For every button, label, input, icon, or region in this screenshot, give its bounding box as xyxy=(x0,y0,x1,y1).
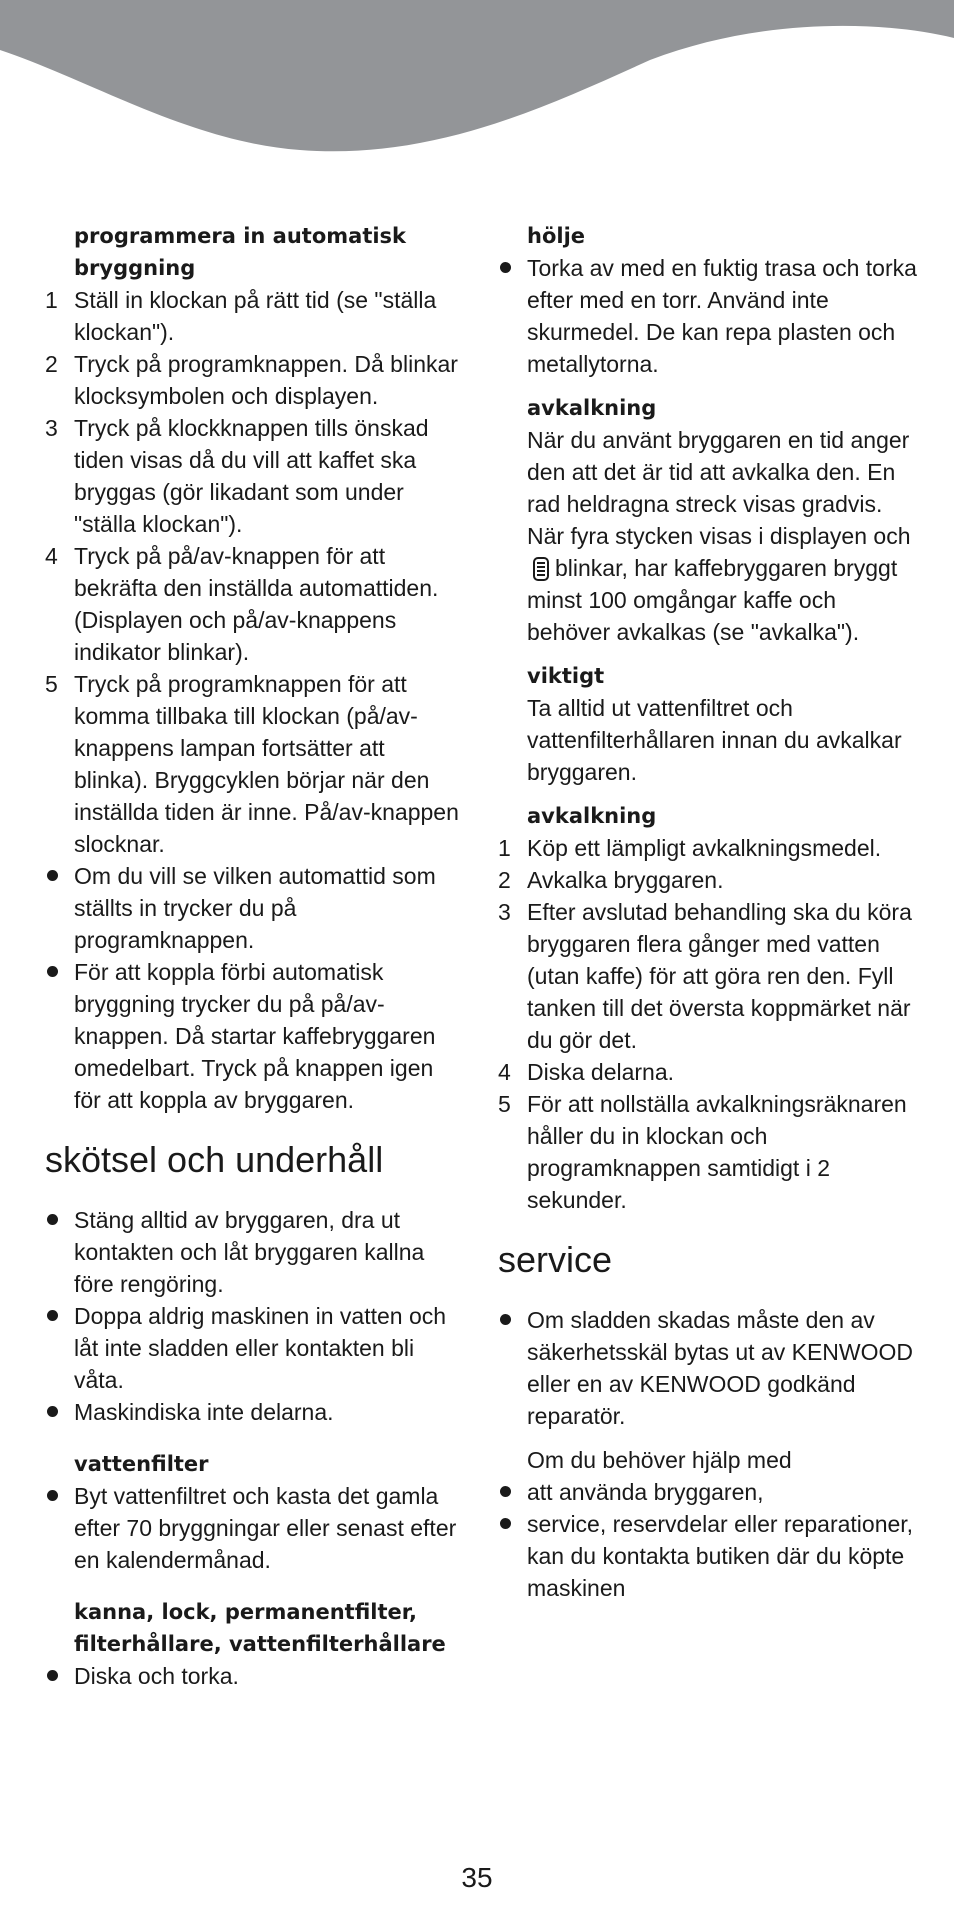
list-item: Byt vattenfiltret och kasta det gamla efter 70 bryggningar eller senast efter en kalendermånad. xyxy=(45,1480,465,1576)
housing-title: hölje xyxy=(527,224,586,248)
list-item: 1 Köp ett lämpligt avkalkningsmedel. xyxy=(498,835,882,861)
list-item: Maskindiska inte delarna. xyxy=(45,1396,465,1428)
bullet-icon xyxy=(47,1310,58,1321)
filter-bullets xyxy=(45,1480,465,1576)
list-item: 1 Ställ in klockan på rätt tid (se "ställa klockan"). xyxy=(45,287,437,345)
programming-steps xyxy=(45,284,465,860)
filter-title: vattenfilter xyxy=(74,1452,209,1476)
bullet-icon xyxy=(500,1314,511,1325)
list-item: service, reservdelar eller reparationer, kan du kontakta butiken där du köpte maskinen xyxy=(498,1508,918,1604)
help-bullets xyxy=(498,1476,918,1604)
list-item: Om du vill se vilken automattid som ställts in trycker du på programknappen. xyxy=(45,860,465,956)
bullet-icon xyxy=(47,1406,58,1417)
page-number: 35 xyxy=(461,1862,493,1893)
list-item: 4 Tryck på på/av-knappen för att bekräfta den inställda automattiden. (Displayen och på/av-knappens indikator blinkar). xyxy=(45,543,439,665)
important-title: viktigt xyxy=(527,664,605,688)
left-column xyxy=(45,220,465,1692)
descale-steps xyxy=(498,832,918,1216)
list-item: Torka av med en fuktig trasa och torka efter med en torr. Använd inte skurmedel. De kan repa plasten och metallytorna. xyxy=(498,252,918,380)
list-item: 5 Tryck på programknappen för att komma tillbaka till klockan (på/av-knappens lampan fortsätter att blinka). Bryggcyklen börjar när den inställda tiden är inne. På/av-knappen slocknar. xyxy=(45,671,459,857)
list-item: 4 Diska delarna. xyxy=(498,1059,675,1085)
service-bullets xyxy=(498,1304,918,1432)
programming-bullets xyxy=(45,860,465,1116)
descale-text: När du använt bryggaren en tid anger den att det är tid att avkalka den. En rad heldragna streck visas gradvis. När fyra stycken visas i displayen och blinkar, har kaffebryggaren bryggt minst 100 omgångar kaffe och behöver avkalkas (se "avkalka"). xyxy=(527,427,911,645)
list-item: Doppa aldrig maskinen in vatten och låt inte sladden eller kontakten bli våta. xyxy=(45,1300,465,1396)
bullet-icon xyxy=(47,1214,58,1225)
right-column xyxy=(498,220,918,1604)
descale2-title: avkalkning xyxy=(527,804,657,828)
programming-title: programmera in automatisk bryggning xyxy=(74,224,407,280)
parts-title: kanna, lock, permanentfilter, filterhållare, vattenfilterhållare xyxy=(74,1600,446,1656)
list-item: 3 Tryck på klockknappen tills önskad tiden visas då du vill att kaffet ska bryggas (gör likadant som under "ställa klockan"). xyxy=(45,415,429,537)
care-heading: skötsel och underhåll xyxy=(45,1139,384,1180)
header-wave xyxy=(0,0,954,160)
bullet-icon xyxy=(500,1486,511,1497)
care-bullets xyxy=(45,1204,465,1428)
list-item: 5 För att nollställa avkalkningsräknaren håller du in klockan och programknappen samtidigt i 2 sekunder. xyxy=(498,1091,907,1213)
bullet-icon xyxy=(500,1518,511,1529)
service-heading: service xyxy=(498,1239,613,1280)
help-intro: Om du behöver hjälp med xyxy=(527,1447,792,1473)
bullet-icon xyxy=(47,1490,58,1501)
descale-title: avkalkning xyxy=(527,396,657,420)
bullet-icon xyxy=(500,262,511,273)
list-item: Diska och torka. xyxy=(45,1660,465,1692)
list-item: 3 Efter avslutad behandling ska du köra bryggaren flera gånger med vatten (utan kaffe) för att göra ren den. Fyll tanken till det översta koppmärket när du gör det. xyxy=(498,899,912,1053)
parts-bullets xyxy=(45,1660,465,1692)
bullet-icon xyxy=(47,966,58,977)
list-item: att använda bryggaren, xyxy=(498,1476,918,1508)
housing-bullets xyxy=(498,252,918,380)
important-text: Ta alltid ut vattenfiltret och vattenfilterhållaren innan du avkalkar bryggaren. xyxy=(527,695,902,785)
descale-display-icon xyxy=(533,557,549,581)
list-item: Stäng alltid av bryggaren, dra ut kontakten och låt bryggaren kallna före rengöring. xyxy=(45,1204,465,1300)
list-item: För att koppla förbi automatisk bryggning trycker du på på/av-knappen. Då startar kaffebryggaren omedelbart. Tryck på knappen igen för att koppla av bryggaren. xyxy=(45,956,465,1116)
list-item: 2 Avkalka bryggaren. xyxy=(498,867,724,893)
list-item: Om sladden skadas måste den av säkerhetsskäl bytas ut av KENWOOD eller en av KENWOOD godkänd reparatör. xyxy=(498,1304,918,1432)
list-item: 2 Tryck på programknappen. Då blinkar klocksymbolen och displayen. xyxy=(45,351,458,409)
bullet-icon xyxy=(47,870,58,881)
bullet-icon xyxy=(47,1670,58,1681)
